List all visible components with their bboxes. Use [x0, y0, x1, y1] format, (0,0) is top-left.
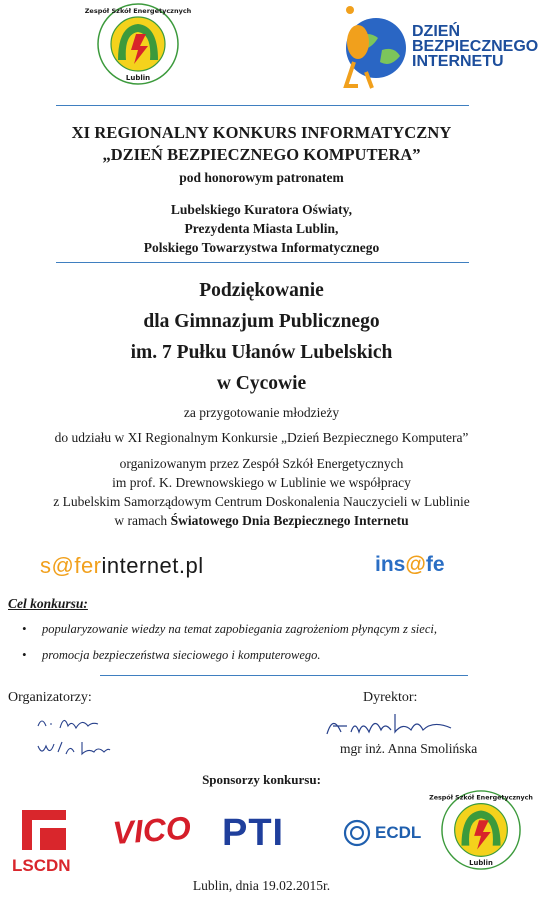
- patron-3: Polskiego Towarzystwa Informatycznego: [143, 240, 380, 255]
- organizer-signature-1: [36, 712, 106, 734]
- top-divider: [56, 105, 469, 106]
- director-label: Dyrektor:: [363, 690, 418, 705]
- organizers-label: Organizatorzy:: [8, 690, 92, 705]
- pti-text: PTI: [222, 812, 285, 854]
- goals-divider: [100, 675, 468, 676]
- goal-item-1: [22, 622, 437, 637]
- vico-text: VICO: [111, 809, 192, 852]
- director-name: mgr inż. Anna Smolińska: [340, 741, 478, 756]
- body-line-6-bold: Światowego Dnia Bezpiecznego Internetu: [170, 513, 409, 528]
- saferinternet-logo: [40, 553, 204, 579]
- patronage-label: pod honorowym patronatem: [179, 170, 344, 185]
- bullet-icon: •: [22, 648, 27, 662]
- svg-text:Zespół Szkół Energetycznych: Zespół Szkół Energetycznych: [429, 794, 533, 802]
- dbi-logo-line3: INTERNETU: [412, 53, 504, 70]
- body-line-3: organizowanym przez Zespół Szkół Energetycznych: [119, 456, 404, 471]
- recipient-line-2: im. 7 Pułku Ułanów Lubelskich: [130, 342, 393, 363]
- svg-text:Zespół Szkół Energetycznych: Zespół Szkół Energetycznych: [84, 7, 192, 15]
- saferinternet-logo-part2: internet.pl: [101, 553, 204, 578]
- svg-text:Lublin: Lublin: [469, 859, 493, 868]
- director-signature: [323, 710, 455, 740]
- patron-2: Prezydenta Miasta Lublin,: [184, 221, 339, 236]
- ecdl-logo: [343, 819, 433, 847]
- header-divider: [56, 262, 469, 263]
- safer-internet-day-logo: [332, 2, 538, 90]
- recipient-line-3: w Cycowie: [216, 373, 307, 394]
- contest-title: XI REGIONALNY KONKURS INFORMATYCZNY: [71, 123, 452, 142]
- patron-1: Lubelskiego Kuratora Oświaty,: [170, 202, 353, 217]
- recipient-line-1: dla Gimnazjum Publicznego: [143, 311, 380, 332]
- school-seal-logo: [429, 788, 533, 872]
- body-line-5: z Lubelskim Samorządowym Centrum Doskonalenia Nauczycieli w Lublinie: [53, 494, 470, 509]
- body-line-1: za przygotowanie młodzieży: [183, 405, 340, 420]
- goals-title: Cel konkursu:: [8, 596, 88, 611]
- body-line-4: im prof. K. Drewnowskiego w Lublinie we współpracy: [112, 475, 411, 490]
- school-seal-logo: [84, 2, 192, 86]
- bullet-icon: •: [22, 622, 27, 636]
- sponsors-label: Sponsorzy konkursu:: [202, 772, 321, 787]
- vico-logo: [111, 809, 204, 859]
- goal-item-text: popularyzowanie wiedzy na temat zapobiegania zagrożeniom płynącym z sieci,: [42, 622, 437, 636]
- insafe-logo-part3: fe: [425, 553, 445, 576]
- thanks-heading: Podziękowanie: [199, 280, 324, 301]
- lscdn-text: LSCDN: [12, 856, 71, 875]
- body-line-6: [0, 513, 523, 529]
- saferinternet-logo-part1: s@fer: [40, 553, 102, 578]
- dbi-logo-line1: DZIEŃ: [412, 23, 460, 40]
- lscdn-logo: [6, 808, 86, 880]
- goal-item-2: [22, 648, 321, 663]
- ecdl-emblem-icon: [343, 819, 371, 847]
- insafe-logo: [375, 553, 445, 577]
- insafe-logo-part1: ins: [375, 553, 406, 576]
- goal-item-text: promocja bezpieczeństwa sieciowego i komputerowego.: [42, 648, 321, 662]
- contest-name: „DZIEŃ BEZPIECZNEGO KOMPUTERA”: [102, 145, 421, 164]
- insafe-logo-part2: @: [405, 553, 426, 576]
- pti-logo: [222, 812, 322, 854]
- body-line-2: do udziału w XI Regionalnym Konkursie „Dzień Bezpiecznego Komputera”: [54, 430, 469, 445]
- place-and-date: Lublin, dnia 19.02.2015r.: [192, 878, 331, 893]
- body-line-6-prefix: w ramach: [114, 513, 171, 528]
- lscdn-emblem-icon: [20, 808, 70, 852]
- organizer-signature-2: [36, 738, 112, 758]
- ecdl-text: ECDL: [375, 823, 422, 842]
- svg-text:Lublin: Lublin: [125, 74, 151, 82]
- dbi-logo-line2: BEZPIECZNEGO: [412, 38, 538, 55]
